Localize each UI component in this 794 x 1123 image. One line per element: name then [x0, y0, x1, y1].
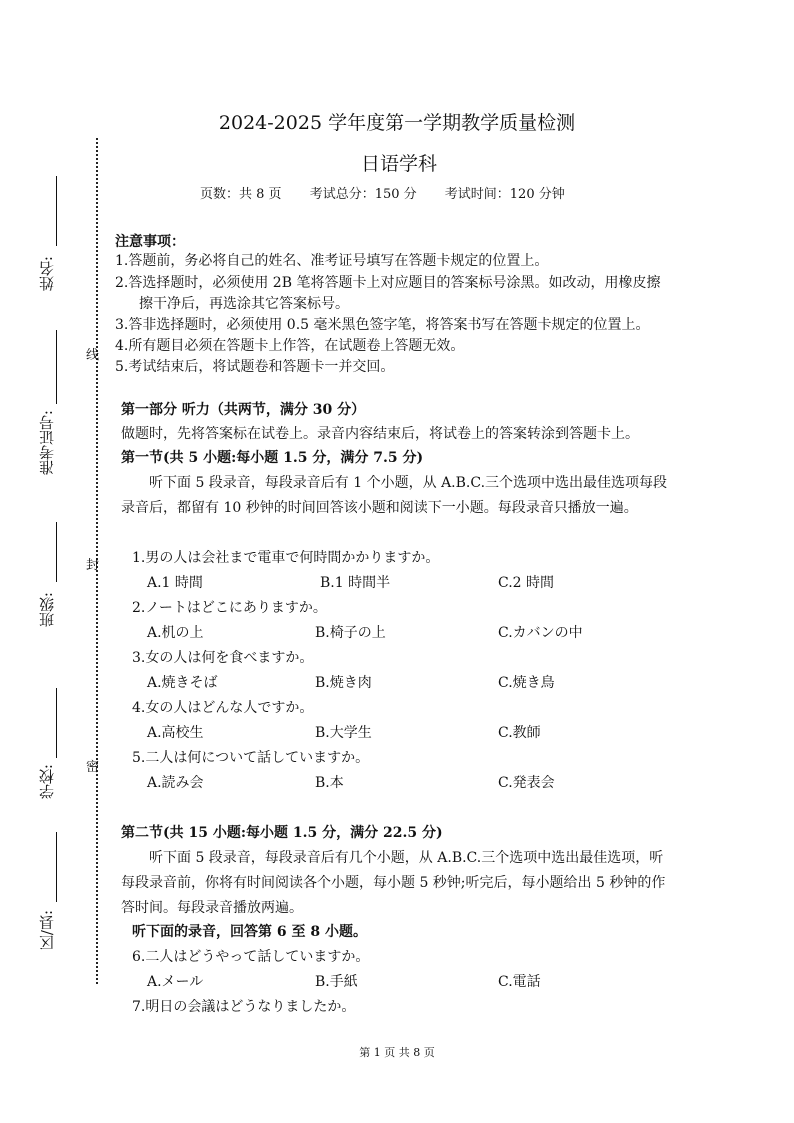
- subject-title: 日语学科: [360, 153, 437, 175]
- section2-heading: 第二节(共 15 小题:每小题 1.5 分，满分 22.5 分): [121, 825, 443, 841]
- question-5: 5.二人は何について話していますか。: [132, 750, 370, 766]
- q3-option-c: C.焼き鳥: [498, 675, 555, 691]
- q1-option-c: C.2 時間: [498, 575, 555, 591]
- note-4: 4.所有题目必须在答题卡上作答，在试题卷上答题无效。: [115, 338, 465, 354]
- section1-desc-1: 听下面 5 段录音，每段录音后有 1 个小题，从 A.B.C.三个选项中选出最佳选项每段: [149, 475, 668, 491]
- q3-option-b: B.焼き肉: [315, 675, 372, 691]
- notes-heading: 注意事项：: [115, 234, 185, 250]
- note-2-cont: 擦干净后，再选涂其它答案标号。: [139, 296, 349, 312]
- exam-time: 考试时间：120 分钟: [444, 187, 565, 202]
- q2-option-a: A.机の上: [147, 625, 204, 641]
- q5-option-b: B.本: [315, 775, 344, 791]
- class-line: [56, 522, 57, 582]
- district-line: [56, 832, 57, 902]
- school-line: [56, 688, 57, 758]
- binding-char-secret: 密: [86, 760, 100, 775]
- district-label: 区/县:: [38, 910, 56, 951]
- exam-id-line: [56, 330, 57, 404]
- note-2: 2.答选择题时，必须使用 2B 笔将答题卡上对应题目的答案标号涂黑。如改动，用橡皮擦: [115, 275, 661, 291]
- question-3: 3.女の人は何を食べますか。: [132, 650, 314, 666]
- exam-title: 2024-2025 学年度第一学期教学质量检测: [218, 112, 576, 134]
- binding-char-line: 线: [86, 348, 100, 363]
- page-count: 页数：共 8 页: [200, 187, 282, 202]
- part1-instruction: 做题时，先将答案标在试卷上。录音内容结束后，将试卷上的答案转涂到答题卡上。: [121, 426, 639, 442]
- q4-option-c: C.教師: [498, 725, 541, 741]
- q1-option-a: A.1 時間: [147, 575, 203, 591]
- question-1: 1.男の人は会社まで電車で何時間かかりますか。: [132, 550, 440, 566]
- class-label: 班级:: [38, 592, 56, 628]
- exam-meta: [200, 183, 589, 202]
- q4-option-b: B.大学生: [315, 725, 372, 741]
- q6-option-a: A.メール: [147, 974, 204, 990]
- section2-desc-3: 答时间。每段录音播放两遍。: [121, 900, 303, 916]
- q3-option-a: A.焼きそば: [147, 675, 218, 691]
- name-label: 姓名:: [38, 256, 56, 292]
- question-4: 4.女の人はどんな人ですか。: [132, 700, 314, 716]
- note-5: 5.考试结束后，将试题卷和答题卡一并交回。: [115, 359, 395, 375]
- exam-id-label: 准考证号:: [38, 410, 56, 476]
- section1-desc-2: 录音后，都留有 10 秒钟的时间回答该小题和阅读下一小题。每段录音只播放一遍。: [121, 500, 638, 516]
- q6-option-b: B.手紙: [315, 974, 358, 990]
- total-score: 考试总分：150 分: [309, 187, 417, 202]
- question-7: 7.明日の会議はどうなりましたか。: [132, 999, 356, 1015]
- binding-char-seal: 封: [86, 558, 100, 573]
- note-1: 1.答题前，务必将自己的姓名、准考证号填写在答题卡规定的位置上。: [115, 253, 549, 269]
- section2-desc-1: 听下面 5 段录音，每段录音后有几个小题，从 A.B.C.三个选项中选出最佳选项，听: [149, 850, 664, 866]
- page-footer: 第 1 页 共 8 页: [359, 1046, 435, 1059]
- q2-option-b: B.椅子の上: [315, 625, 386, 641]
- q5-option-c: C.発表会: [498, 775, 555, 791]
- question-2: 2.ノートはどこにありますか。: [132, 600, 327, 616]
- name-line: [56, 176, 57, 246]
- part1-heading: 第一部分 听力（共两节，满分 30 分）: [121, 402, 366, 418]
- q2-option-c: C.カバンの中: [498, 625, 583, 641]
- school-label: 学校:: [38, 764, 56, 800]
- section2-desc-2: 每段录音前，你将有时间阅读各个小题，每小题 5 秒钟;听完后，每小题给出 5 秒钟的作: [121, 875, 666, 891]
- q1-option-b: B.1 時間半: [320, 575, 391, 591]
- q5-option-a: A.読み会: [147, 775, 204, 791]
- section2-sub-heading: 听下面的录音，回答第 6 至 8 小题。: [132, 924, 367, 940]
- note-3: 3.答非选择题时，必须使用 0.5 毫米黑色签字笔，将答案书写在答题卡规定的位置上。: [115, 317, 650, 333]
- q6-option-c: C.電話: [498, 974, 541, 990]
- q4-option-a: A.高校生: [147, 725, 204, 741]
- section1-heading: 第一节(共 5 小题:每小题 1.5 分，满分 7.5 分): [121, 450, 424, 466]
- question-6: 6.二人はどうやって話していますか。: [132, 949, 370, 965]
